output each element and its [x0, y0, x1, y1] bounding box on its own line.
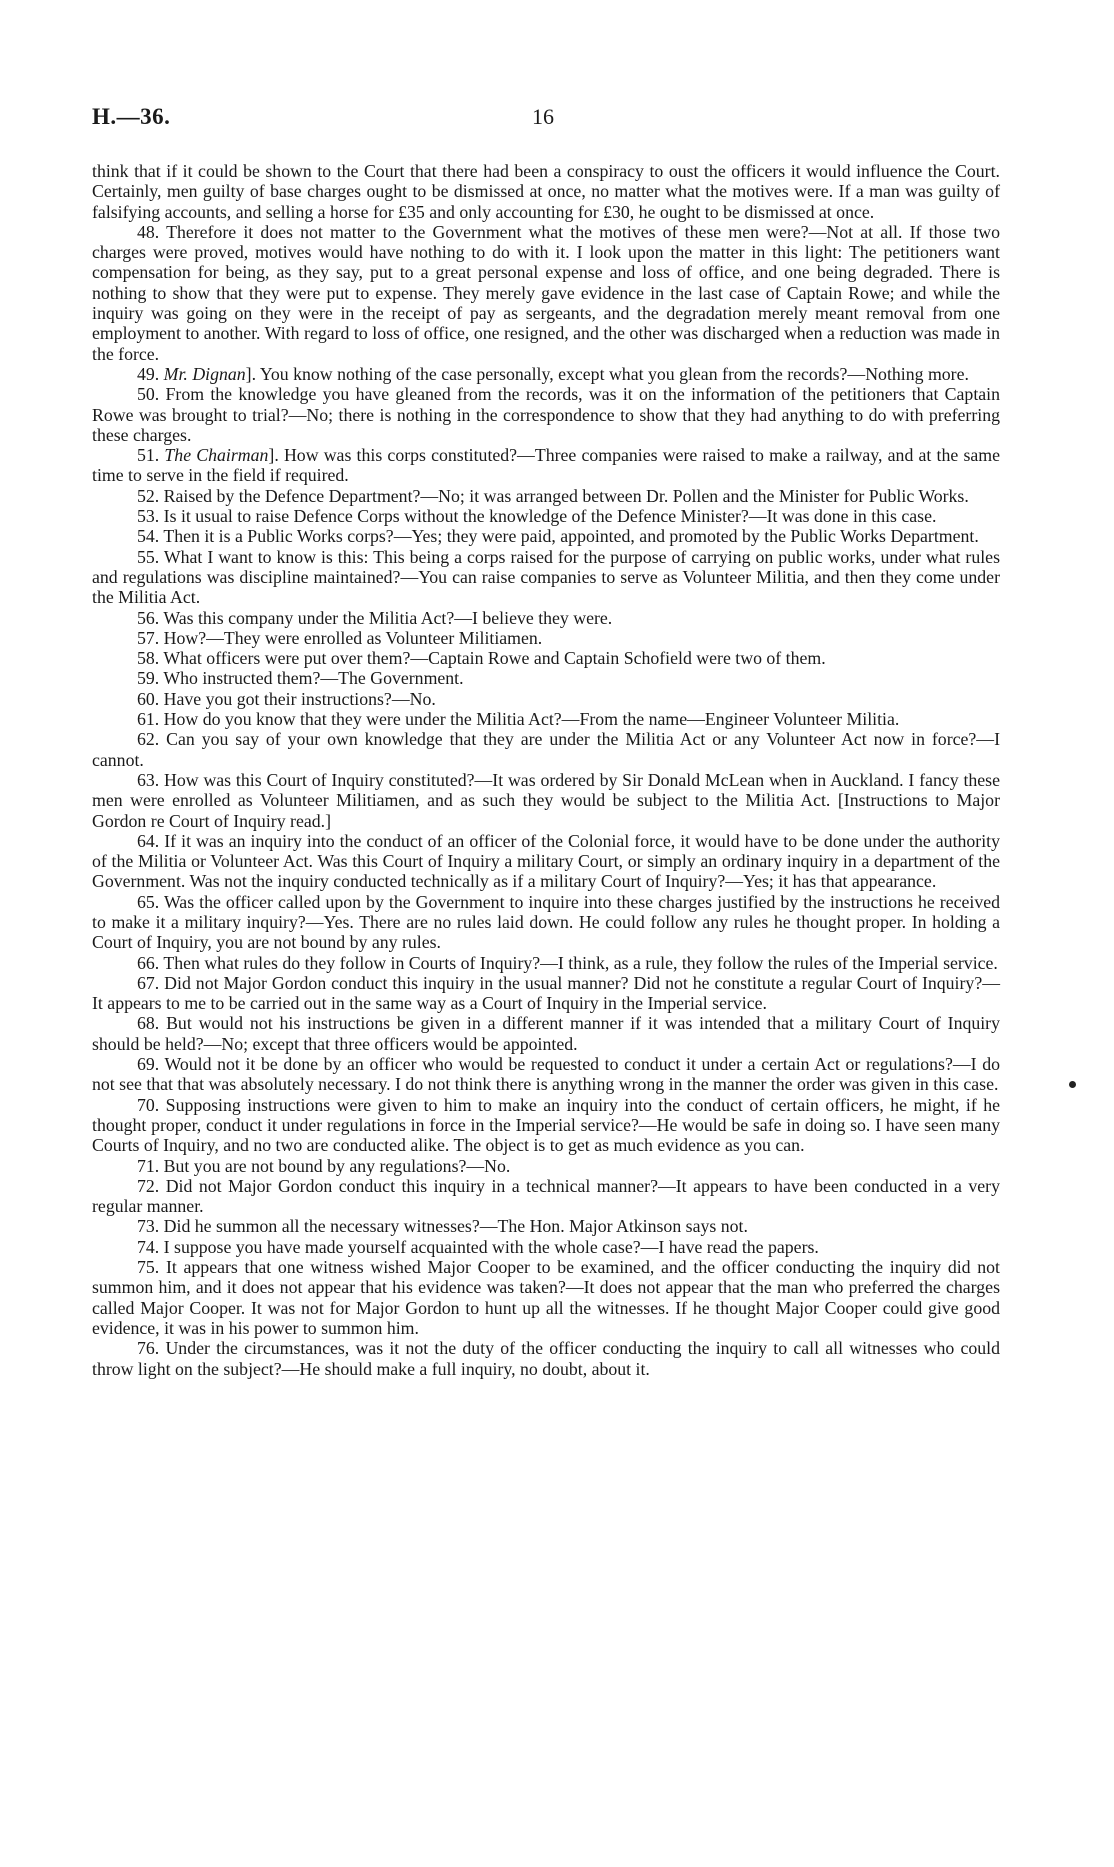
paragraph: 74. I suppose you have made yourself acquainted with the whole case?—I have read the papers. [137, 1236, 819, 1257]
paragraph: 58. What officers were put over them?—Captain Rowe and Captain Schofield were two of them. [137, 648, 826, 669]
paragraph [92, 445, 1000, 486]
paragraph: 68. But would not his instructions be given in a different manner if it was intended that a military Court of Inquiry should be held?—No; except that three officers would be appointed. [92, 1013, 1000, 1054]
paragraph: 54. Then it is a Public Works corps?—Yes; they were paid, appointed, and promoted by the Public Works Department. [137, 526, 979, 547]
paragraph: 66. Then what rules do they follow in Courts of Inquiry?—I think, as a rule, they follow the rules of the Imperial service. [137, 952, 998, 973]
paragraph [92, 364, 1000, 384]
paragraph: 67. Did not Major Gordon conduct this inquiry in the usual manner? Did not he constitute a regular Court of Inquiry?—It appears to me to be carried out in the same way as a Court of Inquiry in the Imperial service. [92, 972, 1000, 1014]
paragraph: 53. Is it usual to raise Defence Corps without the knowledge of the Defence Minister?—It was done in this case. [137, 506, 937, 527]
speaker-name: The Chairman [164, 445, 269, 466]
paragraph: 75. It appears that one witness wished Major Cooper to be examined, and the officer conducting the inquiry did not summon him, and it does not appear that his evidence was taken?—It does not appear that the man who preferred the charges called Major Cooper. It was not for Major Gordon to hunt up all the witnesses. If he thought Major Cooper could give good evidence, it was in his power to summon him. [92, 1257, 1000, 1338]
paragraph: 63. How was this Court of Inquiry constituted?—It was ordered by Sir Donald McLean when in Auckland. I fancy these men were enrolled as Volunteer Militiamen, and as such they would be subject to the Militia Act. [Instructions to Major Gordon re Court of Inquiry read.] [92, 769, 1000, 831]
paragraph: 72. Did not Major Gordon conduct this inquiry in a technical manner?—It appears to have been conducted in a very regular manner. [92, 1175, 1000, 1217]
paragraph: 73. Did he summon all the necessary witnesses?—The Hon. Major Atkinson says not. [137, 1216, 748, 1237]
paragraph: 70. Supposing instructions were given to him to make an inquiry into the conduct of certain officers, he might, if he thought proper, conduct it under regulations in force in the Imperial service?—He would be safe in doing so. I have seen many Courts of Inquiry, and no two are conducted alike. The object is to get as much evidence as you can. [92, 1094, 1000, 1156]
paragraph: 61. How do you know that they were under the Militia Act?—From the name—Engineer Volunteer Militia. [137, 709, 900, 730]
page-header [92, 104, 1020, 138]
paragraph: 55. What I want to know is this: This being a corps raised for the purpose of carrying on public works, under what rules and regulations was discipline maintained?—You can raise companies to serve as Volunteer Militia, and then they come under the Militia Act. [92, 546, 1000, 608]
paragraph: 52. Raised by the Defence Department?—No; it was arranged between Dr. Pollen and the Minister for Public Works. [137, 485, 969, 506]
paragraph: 62. Can you say of your own knowledge that they are under the Militia Act or any Volunteer Act now in force?—I cannot. [92, 729, 1000, 770]
question-number: 51. [137, 445, 165, 466]
paragraph-text: ]. How was this corps constituted?—Three companies were raised to make a railway, and at the same time to serve in the field if required. [92, 445, 1000, 486]
paragraph-text: ]. You know nothing of the case personally, except what you glean from the records?—Nothing more. [245, 363, 969, 384]
paragraph: 50. From the knowledge you have gleaned from the records, was it on the information of the petitioners that Captain Rowe was brought to trial?—No; there is nothing in the correspondence to show that they had anything to do with preferring these charges. [92, 384, 1000, 445]
paragraph: 65. Was the officer called upon by the Government to inquire into these charges justified by the instructions he received to make it a military inquiry?—Yes. There are no rules laid down. He could follow any rules he thought proper. In holding a Court of Inquiry, you are not bound by any rules. [92, 891, 1000, 953]
paragraph: 76. Under the circumstances, was it not the duty of the officer conducting the inquiry to call all witnesses who could throw light on the subject?—He should make a full inquiry, no doubt, about it. [92, 1338, 1000, 1379]
paragraph: 71. But you are not bound by any regulations?—No. [137, 1155, 511, 1176]
paragraph: think that if it could be shown to the Court that there had been a conspiracy to oust the officers it would influence the Court. Certainly, men guilty of base charges ought to be dismissed at once, no matter what the motives were. If a man was guilty of falsifying accounts, and selling a horse for £35 and only accounting for £30, he ought to be dismissed at once. [92, 161, 1000, 222]
document-reference: H.—36. [92, 104, 171, 129]
page-number: 16 [532, 104, 554, 129]
question-number: 49. [137, 363, 164, 384]
paragraph: 57. How?—They were enrolled as Volunteer Militiamen. [137, 627, 543, 648]
document-body [92, 161, 1000, 1379]
paragraph: 56. Was this company under the Militia Act?—I believe they were. [137, 607, 613, 628]
paragraph: 69. Would not it be done by an officer who would be requested to conduct it under a certain Act or regulations?—I do not see that that was absolutely necessary. I do not think there is anything wrong in the manner the order was given in this case. [92, 1054, 1000, 1095]
speaker-name: Mr. Dignan [163, 363, 246, 384]
print-speck [1069, 1081, 1076, 1088]
paragraph: 64. If it was an inquiry into the conduct of an officer of the Colonial force, it would have to be done under the authority of the Militia or Volunteer Act. Was this Court of Inquiry a military Court, or simply an ordinary inquiry in a department of the Government. Was not the inquiry conducted technically as if a military Court of Inquiry?—Yes; it has that appearance. [92, 830, 1000, 892]
paragraph: 60. Have you got their instructions?—No. [137, 688, 436, 709]
paragraph: 59. Who instructed them?—The Government. [137, 668, 464, 689]
paragraph: 48. Therefore it does not matter to the Government what the motives of these men were?—Not at all. If those two charges were proved, motives would have nothing to do with it. I look upon the matter in this light: The petitioners want compensation for being, as they say, put to a great personal expense and loss of office, and one being degraded. There is nothing to show that they were put to expense. They merely gave evidence in the last case of Captain Rowe; and while the inquiry was going on they were in the receipt of pay as sergeants, and the degradation merely meant removal from one employment to another. With regard to loss of office, one resigned, and the other was discharged when a reduction was made in the force. [92, 221, 1000, 364]
